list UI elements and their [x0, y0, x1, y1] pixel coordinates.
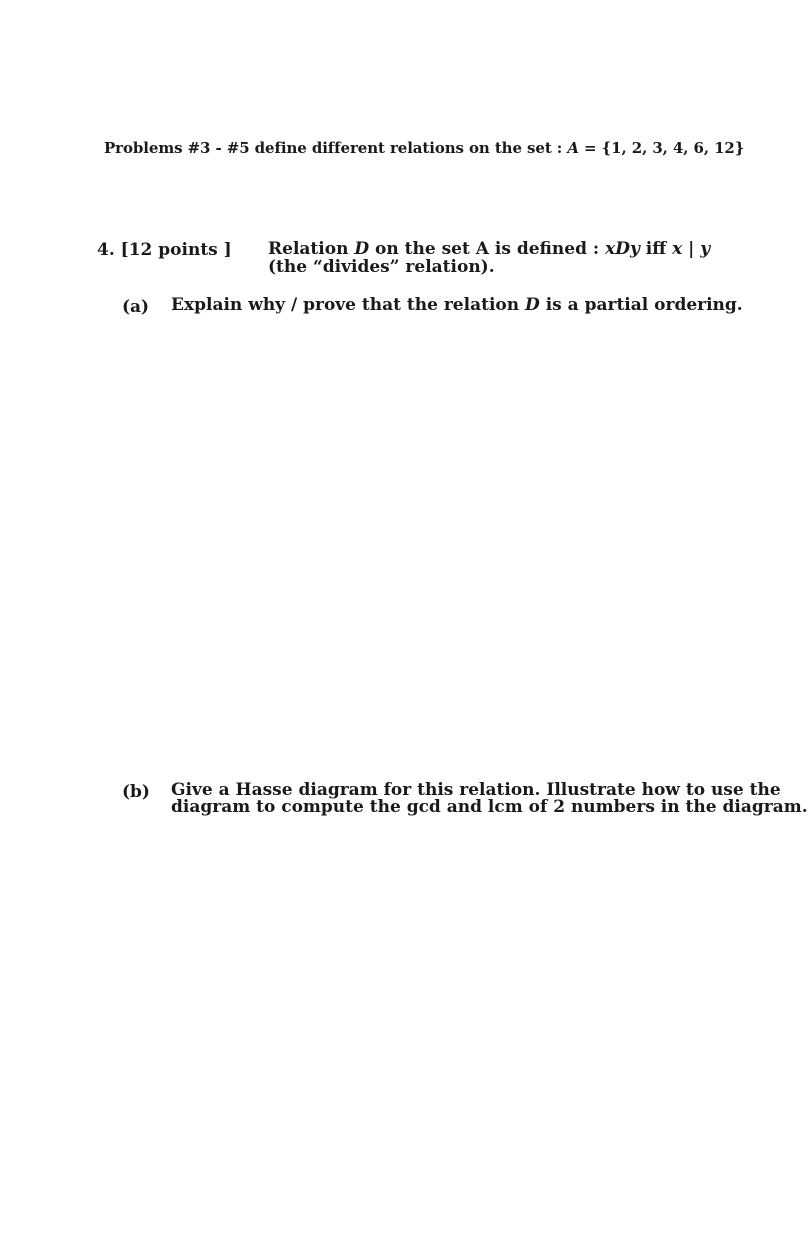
problem-statement-line-1 [268, 240, 710, 258]
statement-relation-word: Relation [268, 239, 349, 259]
problem-points: [12 points ] [120, 240, 232, 260]
relation-expression: xDy [605, 239, 640, 259]
part-a-text-after: is a partial ordering. [545, 295, 743, 315]
statement-set-name: A [475, 239, 489, 259]
intro-text: Problems #3 - #5 define different relations on the set : [104, 139, 563, 157]
problem-header [97, 240, 232, 260]
part-a-text-before: Explain why / prove that the relation [171, 295, 520, 315]
part-b-text [171, 782, 808, 816]
statement-iff: iff [645, 239, 667, 259]
set-name: A [567, 139, 579, 157]
part-b-label: (b) [122, 782, 150, 802]
intro-statement [104, 139, 744, 157]
part-a-text [171, 297, 743, 314]
relation-variable: D [354, 239, 370, 259]
part-a-variable: D [525, 295, 540, 315]
problem-number: 4. [97, 240, 115, 260]
statement-defined: is defined : [494, 239, 600, 259]
part-a-label: (a) [122, 297, 150, 317]
problem-statement-line-2: (the “divides” relation). [268, 257, 495, 277]
part-b-line-1: Give a Hasse diagram for this relation. Illustrate how to use the [171, 780, 781, 800]
divides-expression: x | y [672, 239, 711, 259]
part-b-line-2: diagram to compute the gcd and lcm of 2 numbers in the diagram. [171, 797, 808, 817]
equals-sign: = [584, 139, 597, 157]
set-values: {1, 2, 3, 4, 6, 12} [601, 139, 745, 157]
problem-statement [268, 240, 710, 276]
statement-on-set: on the set [375, 239, 470, 259]
